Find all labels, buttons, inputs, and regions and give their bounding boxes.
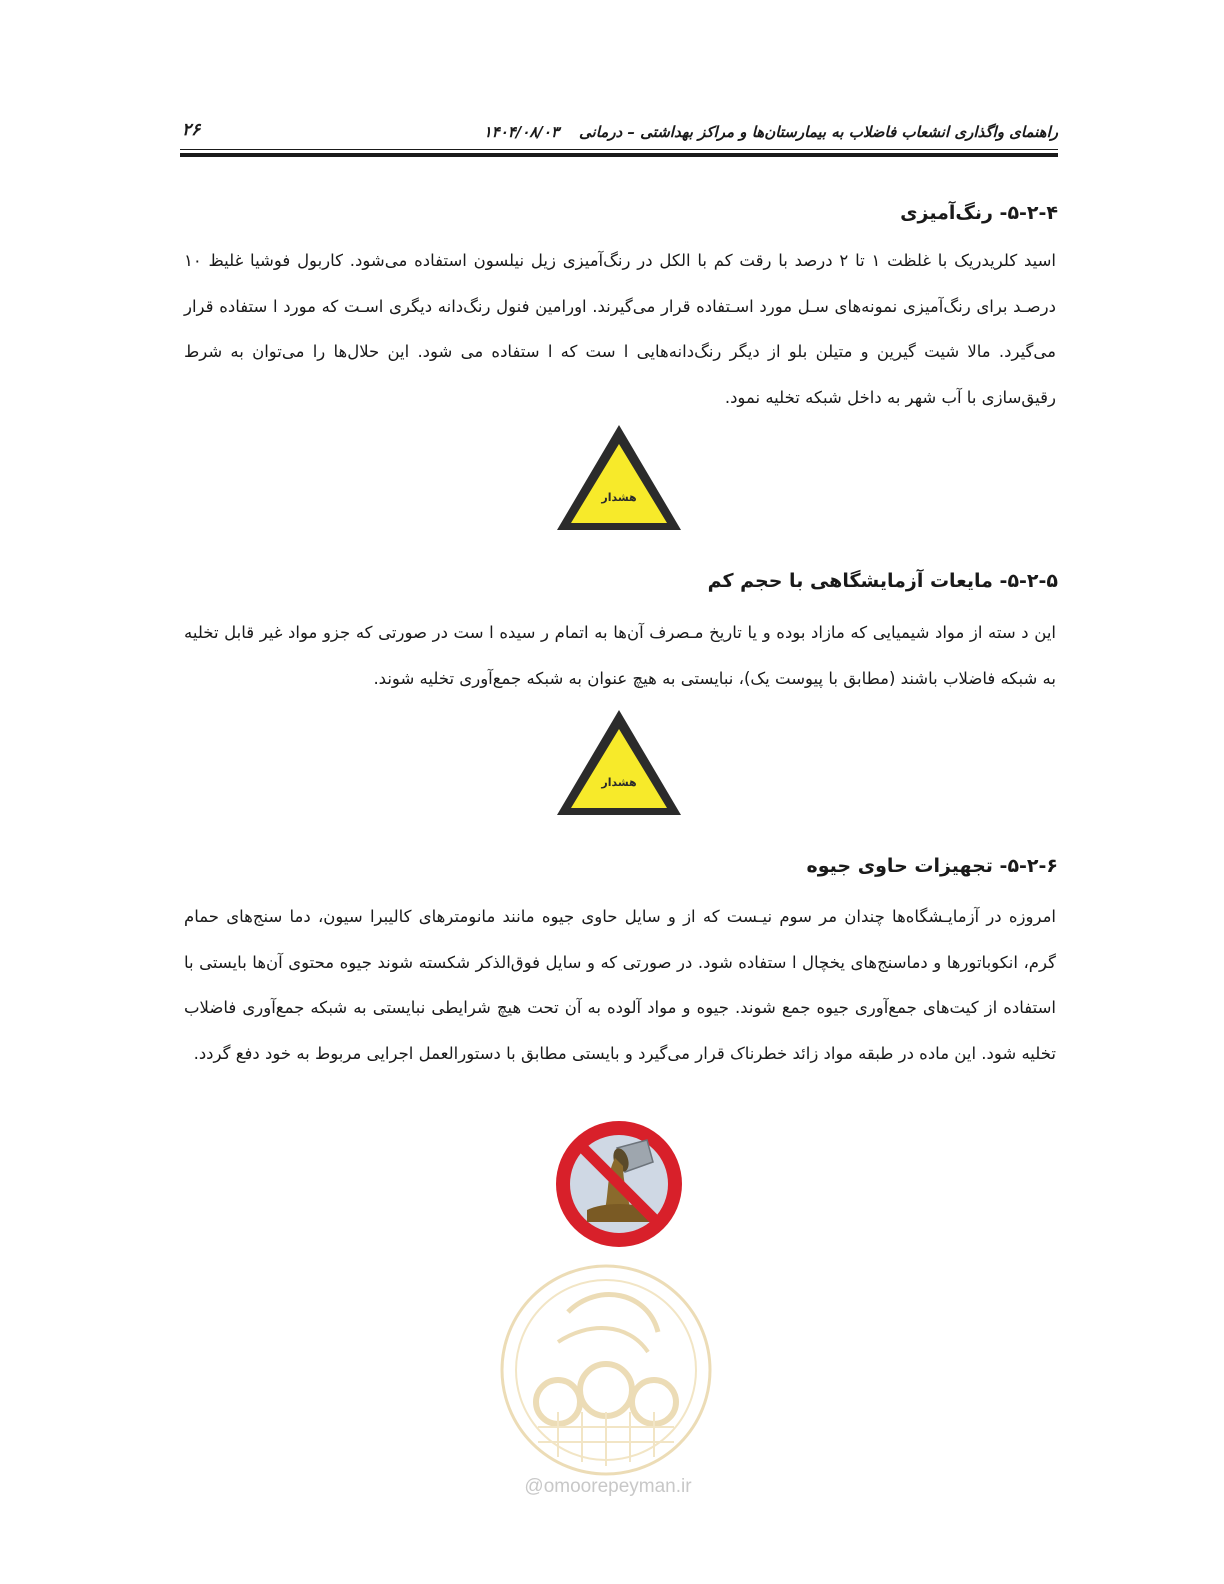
no-pouring-icon — [553, 1118, 685, 1250]
page-number: ۲۶ — [182, 120, 201, 140]
section-heading-staining: ۵-۲-۴- رنگ‌آمیزی — [900, 202, 1058, 224]
section-text-low-volume-liquids: این د سته از مواد شیمیایی که مازاد بوده و یا تاریخ مـصرف آن‌ها به اتمام ر سیده ا ست در صورتی که جزو مواد غیر قابل تخلیه به شبکه فاضلاب باشند (مطابق با پیوست یک)، نبایستی به هیچ عنوان به شبکه جمع‌آوری تخلیه شوند. — [184, 623, 1056, 688]
warning-sign-label: هشدار — [601, 491, 637, 504]
section-heading-low-volume-liquids: ۵-۲-۵- مایعات آزمایشگاهی با حجم کم — [707, 570, 1058, 592]
header-title: راهنمای واگذاری انشعاب فاضلاب به بیمارستان‌ها و مراکز بهداشتی – درمانی — [579, 123, 1058, 141]
warning-sign-icon — [554, 422, 684, 534]
warning-sign-label: هشدار — [601, 776, 637, 789]
page-header — [182, 120, 1058, 144]
section-text-staining: اسید کلریدریک با غلظت ۱ تا ۲ درصد با رقت کم با الکل در رنگ‌آمیزی زیل نیلسون استفاده می‌شود. کاربول فوشیا غلیظ ۱۰ درصـد برای رنگ‌آمیزی نمونه‌های سـل مورد اسـتفاده قرار می‌گیرند. اورامین فنول رنگ‌دانه دیگری اسـت که مورد ا ستفاده قرار می‌گیرد. مالا شیت گیرین و متیلن بلو از دیگر رنگ‌دانه‌هایی ا ست که ا ستفاده می شود. این حلال‌ها را می‌توان به شرط رقیق‌سازی با آب شهر به داخل شبکه تخلیه نمود. — [184, 251, 1057, 407]
section-text-mercury-equipment: امروزه در آزمایـشگاه‌ها چندان مر سوم نیـست که از و سایل حاوی جیوه مانند مانومترهای کالیبرا سیون، دما سنج‌های حمام گرم، انکوباتورها و دماسنج‌های یخچال ا ستفاده شود. در صورتی که و سایل فوق‌الذکر شکسته شوند جیوه محتوی آن‌ها بایستی با استفاده از کیت‌های جمع‌آوری جیوه جمع شوند. جیوه و مواد آلوده به آن تحت هیچ شرایطی نبایستی به شبکه جمع‌آوری فاضلاب تخلیه شود. این ماده در طبقه مواد زائد خطرناک قرار می‌گیرد و بایستی مطابق با دستورالعمل اجرایی مربوط به خود دفع گردد. — [184, 907, 1056, 1063]
header-date: ۱۴۰۴/۰۸/۰۳ — [483, 123, 560, 141]
watermark-url: @omoorepeyman.ir — [524, 1476, 692, 1497]
omoorepeyman-stamp-icon — [498, 1262, 714, 1478]
header-rule-thick — [180, 153, 1058, 157]
warning-sign-icon — [554, 707, 684, 819]
header-rule-thin — [180, 149, 1058, 150]
section-heading-mercury-equipment: ۵-۲-۶- تجهیزات حاوی جیوه — [806, 855, 1058, 877]
